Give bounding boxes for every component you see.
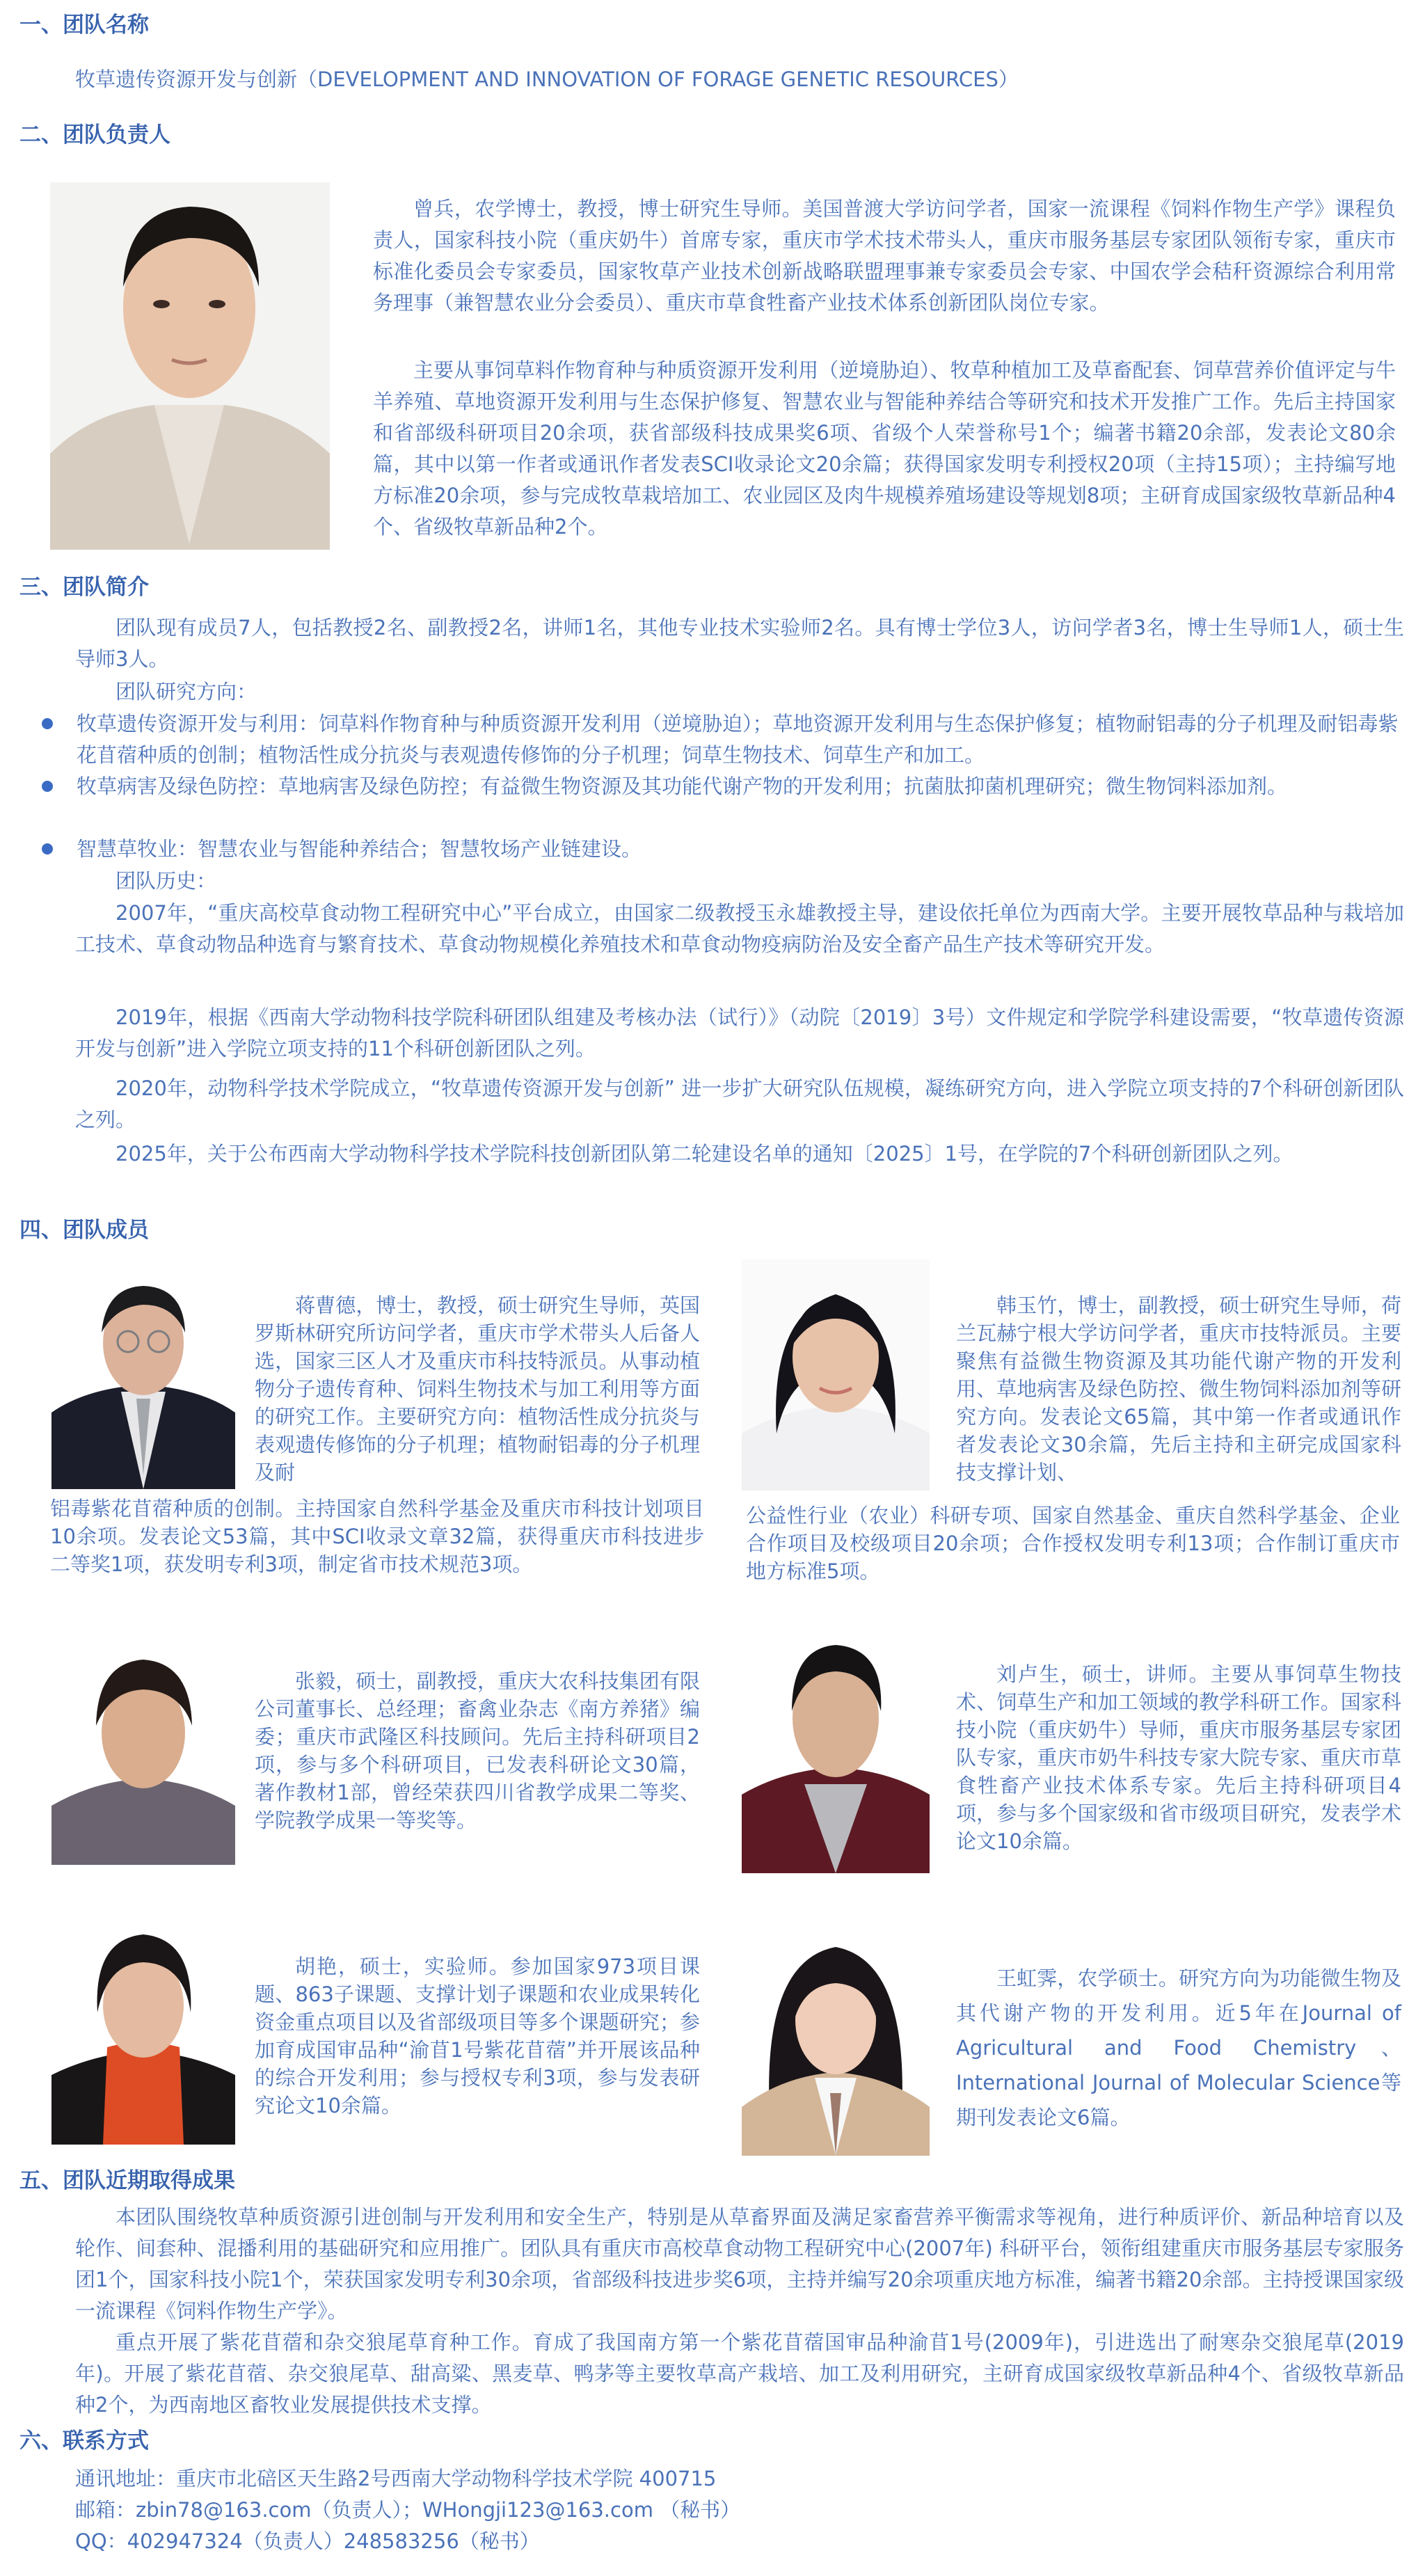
portrait-woman-icon xyxy=(742,1259,930,1490)
portrait-man-glasses-icon xyxy=(51,1266,235,1489)
history-paragraph-2019: 2019年，根据《西南大学动物科技学院科研团队组建及考核办法（试行）》（动院〔2019〕3号）文件规定和学院学科建设需要，“牧草遗传资源开发与创新”进入学院立项支持的11个科研创新团队之列。 xyxy=(75,1005,1404,1060)
member-photo-wang xyxy=(742,1919,930,2156)
bullet-icon xyxy=(42,781,53,792)
team-intro-paragraph: 团队现有成员7人，包括教授2名、副教授2名，讲师1名，其他专业技术实验师2名。具有博士学位3人，访问学者3名，博士生导师1人，硕士生导师3人。 xyxy=(75,616,1404,671)
research-direction-text: 牧草遗传资源开发与利用：饲草料作物育种与种质资源开发利用（逆境胁迫）；草地资源开发利用与生态保护修复；植物耐铝毒的分子机理及耐铝毒紫花苜蓿种质的创制；植物活性成分抗炎与表观遗传修饰的分子机理；饲草生物技术、饲草生产和加工。 xyxy=(77,712,1399,767)
portrait-man-icon xyxy=(51,1642,235,1865)
member-photo-liu xyxy=(742,1624,930,1873)
section-heading-team-members: 四、团队成员 xyxy=(19,1218,149,1243)
team-name-text: 牧草遗传资源开发与创新（DEVELOPMENT AND INNOVATION OF FORAGE GENETIC RESOURCES） xyxy=(75,67,1019,91)
section-heading-achievements: 五、团队近期取得成果 xyxy=(19,2168,235,2193)
research-directions-label: 团队研究方向： xyxy=(116,680,257,703)
member-bio-hu xyxy=(255,1953,700,2120)
research-direction-item xyxy=(77,834,1406,865)
leader-bio-paragraph-2: 主要从事饲草料作物育种与种质资源开发利用（逆境胁迫）、牧草种植加工及草畜配套、饲草营养价值评定与牛羊养殖、草地资源开发利用与生态保护修复、智慧农业与智能种养结合等研究和技术开发推广工作。先后主持国家和省部级科研项目20余项，获省部级科技成果奖6项、省级个人荣誉称号1个；编著书籍20余部，发表论文80余篇，其中以第一作者或通讯作者发表SCI收录论文20余篇；获得国家发明专利授权20项（主持15项）；主持编写地方标准20余项，参与完成牧草栽培加工、农业园区及肉牛规模养殖场建设等规划8项；主研育成国家级牧草新品种4个、省级牧草新品种2个。 xyxy=(373,358,1396,539)
section-heading-team-name: 一、团队名称 xyxy=(19,13,149,38)
contact-email[interactable]: 邮箱：zbin78@163.com（负责人）；WHongji123@163.com （秘书） xyxy=(75,2498,741,2522)
member-bio-text: 蒋曹德，博士，教授，硕士研究生导师，英国罗斯林研究所访问学者，重庆市学术带头人后备人选，国家三区人才及重庆市科技特派员。从事动植物分子遗传育种、饲料生物技术与加工利用等方面的研究工作。主要研究方向：植物活性成分抗炎与表观遗传修饰的分子机理；植物耐铝毒的分子机理及耐 xyxy=(255,1294,700,1484)
contact-address: 通讯地址：重庆市北碚区天生路2号西南大学动物科学技术学院 400715 xyxy=(75,2467,717,2490)
section-heading-team-leader: 二、团队负责人 xyxy=(19,122,170,148)
member-photo-jiang xyxy=(51,1266,235,1489)
member-bio-text: 刘卢生，硕士，讲师。主要从事饲草生物技术、饲草生产和加工领域的教学科研工作。国家科技小院（重庆奶牛）导师，重庆市服务基层专家团队专家，重庆市奶牛科技专家大院专家、重庆市草食牲畜产业技术体系专家。先后主持科研项目4项，参与多个国家级和省市级项目研究，发表学术论文10余篇。 xyxy=(956,1662,1401,1853)
history-paragraph-2020: 2020年，动物科学技术学院成立，“牧草遗传资源开发与创新” 进一步扩大研究队伍规模，凝练研究方向，进入学院立项支持的7个科研创新团队之列。 xyxy=(75,1076,1404,1131)
bullet-icon xyxy=(42,718,53,729)
history-paragraph-2007: 2007年，“重庆高校草食动物工程研究中心”平台成立，由国家二级教授玉永雄教授主导，建设依托单位为西南大学。主要开展牧草品种与栽培加工技术、草食动物品种选育与繁育技术、草食动物规模化养殖技术和草食动物疫病防治及安全畜产品生产技术等研究开发。 xyxy=(75,901,1404,956)
research-direction-item xyxy=(77,708,1406,771)
member-photo-hu xyxy=(51,1915,235,2145)
member-bio-jiang-wrap xyxy=(255,1291,700,1486)
portrait-woman-icon xyxy=(742,1919,930,2156)
research-direction-text: 智慧草牧业：智慧农业与智能种养结合；智慧牧场产业链建设。 xyxy=(77,837,642,861)
member-bio-wang xyxy=(956,1961,1401,2135)
research-direction-item xyxy=(77,771,1406,802)
contact-qq: QQ：402947324（负责人）248583256（秘书） xyxy=(75,2529,540,2553)
leader-bio-paragraph-1: 曾兵，农学博士，教授，博士研究生导师。美国普渡大学访问学者，国家一流课程《饲料作物生产学》课程负责人，国家科技小院（重庆奶牛）首席专家，重庆市学术技术带头人，重庆市服务基层专家团队领衔专家，重庆市标准化委员会专家委员，国家牧草产业技术创新战略联盟理事兼专家委员会专家、中国农学会秸秆资源综合利用常务理事（兼智慧农业分会委员）、重庆市草食牲畜产业技术体系创新团队岗位专家。 xyxy=(373,197,1396,315)
member-bio-text: 张毅，硕士，副教授，重庆大农科技集团有限公司董事长、总经理；畜禽业杂志《南方养猪》编委；重庆市武隆区科技顾问。先后主持科研项目2项，参与多个科研项目，已发表科研论文30篇，著作教材1部，曾经荣获四川省教学成果二等奖、学院教学成果一等奖等。 xyxy=(255,1669,700,1832)
member-bio-text: 王虹霁，农学硕士。研究方向为功能微生物及其代谢产物的开发利用。近5年在Journal of Agricultural and Food Chemistry、International Journal of Molecular Science等期刊发表论文6篇。 xyxy=(956,1966,1401,2129)
member-photo-han xyxy=(742,1259,930,1490)
research-direction-text: 牧草病害及绿色防控：草地病害及绿色防控；有益微生物资源及其功能代谢产物的开发利用；抗菌肽抑菌机理研究；微生物饲料添加剂。 xyxy=(77,774,1288,798)
section-heading-team-intro: 三、团队简介 xyxy=(19,575,149,600)
portrait-woman-icon xyxy=(51,1915,235,2145)
achievements-paragraph-1: 本团队围绕牧草种质资源引进创制与开发利用和安全生产，特别是从草畜界面及满足家畜营养平衡需求等视角，进行种质评价、新品种培育以及轮作、间套种、混播利用的基础研究和应用推广。团队具有重庆市高校草食动物工程研究中心(2007年) 科研平台，领衔组建重庆市服务基层专家服务团1个，国家科技小院1个，荣获国家发明专利30余项，省部级科技进步奖6项，主持并编写20余项重庆地方标准，编著书籍20余部。主持授课国家级一流课程《饲料作物生产学》。 xyxy=(75,2205,1404,2323)
member-bio-jiang-full: 铝毒紫花苜蓿种质的创制。主持国家自然科学基金及重庆市科技计划项目10余项。发表论文53篇，其中SCI收录文章32篇，获得重庆市科技进步二等奖1项，获发明专利3项，制定省市技术规范3项。 xyxy=(50,1497,704,1576)
member-bio-liu xyxy=(956,1660,1401,1855)
member-bio-text: 胡艳，硕士，实验师。参加国家973项目课题、863子课题、支撑计划子课题和农业成果转化资金重点项目以及省部级项目等多个课题研究；参加育成国审品种“渝苜1号紫花苜蓿”并开展该品种的综合开发利用；参与授权专利3项，参与发表研究论文10余篇。 xyxy=(255,1955,700,2117)
member-photo-zhang xyxy=(51,1642,235,1865)
leader-photo xyxy=(50,182,330,550)
portrait-man-icon xyxy=(50,182,330,550)
section-heading-contact: 六、联系方式 xyxy=(19,2428,149,2454)
team-history-label: 团队历史： xyxy=(116,869,217,893)
achievements-paragraph-2: 重点开展了紫花苜蓿和杂交狼尾草育种工作。育成了我国南方第一个紫花苜蓿国审品种渝苜1号(2009年)，引进选出了耐寒杂交狼尾草(2019年)。开展了紫花苜蓿、杂交狼尾草、甜高粱、黑麦草、鸭茅等主要牧草高产栽培、加工及利用研究，主研育成国家级牧草新品种4个、省级牧草新品种2个，为西南地区畜牧业发展提供技术支撑。 xyxy=(75,2330,1404,2417)
member-bio-han-full: 公益性行业（农业）科研专项、国家自然基金、重庆自然科学基金、企业合作项目及校级项目20余项；合作授权发明专利13项；合作制订重庆市地方标准5项。 xyxy=(746,1504,1400,1583)
member-bio-text: 韩玉竹，博士，副教授，硕士研究生导师，荷兰瓦赫宁根大学访问学者，重庆市技特派员。主要聚焦有益微生物资源及其功能代谢产物的开发利用、草地病害及绿色防控、微生物饲料添加剂等研究方向。发表论文65篇，其中第一作者或通讯作者发表论文30余篇，先后主持和主研完成国家科技支撑计划、 xyxy=(956,1294,1401,1484)
history-paragraph-2025: 2025年，关于公布西南大学动物科学技术学院科技创新团队第二轮建设名单的通知〔2025〕1号，在学院的7个科研创新团队之列。 xyxy=(116,1142,1293,1166)
bullet-icon xyxy=(42,843,53,854)
portrait-man-icon xyxy=(742,1624,930,1873)
member-bio-han-wrap xyxy=(956,1291,1401,1486)
member-bio-zhang xyxy=(255,1667,700,1834)
